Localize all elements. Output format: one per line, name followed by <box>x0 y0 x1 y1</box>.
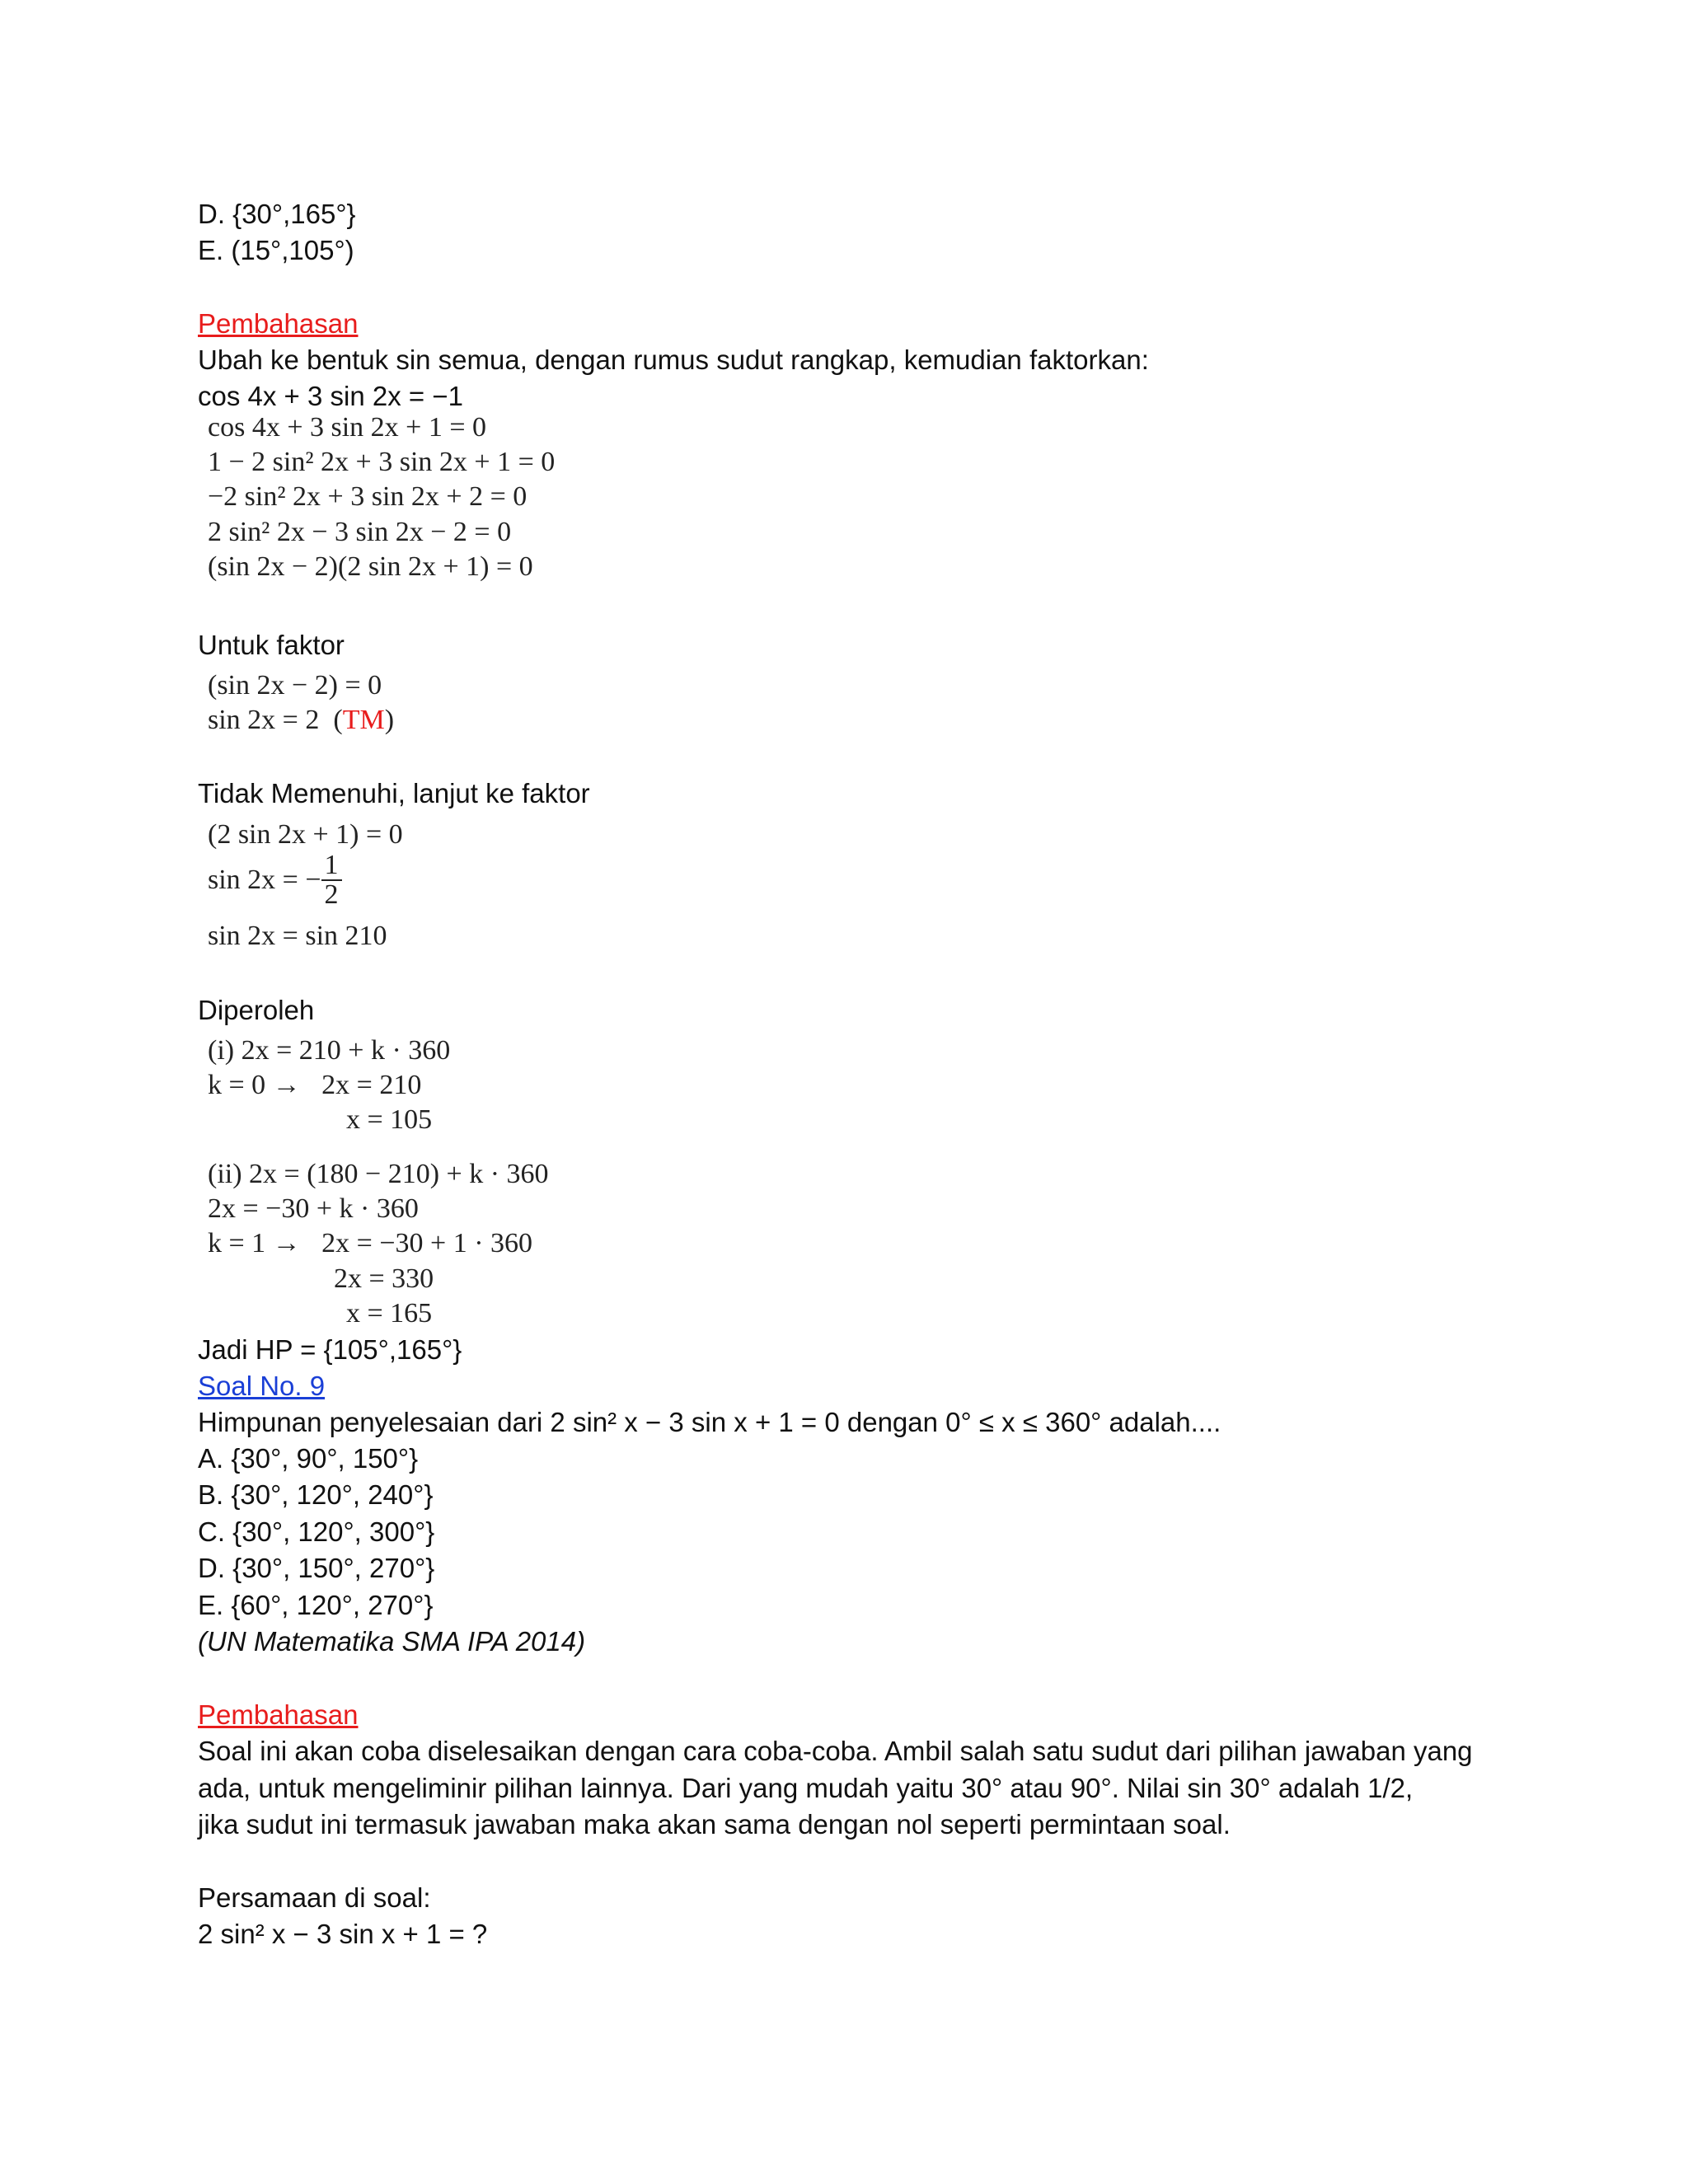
math-step-5: (sin 2x − 2)(2 sin 2x + 1) = 0 <box>208 551 533 582</box>
soal-9-option-c: C. {30°, 120°, 300°} <box>198 1516 435 1547</box>
case-ii-line1: (ii) 2x = (180 − 210) + k · 360 <box>208 1159 549 1189</box>
result-text: Jadi HP = {105°,165°} <box>198 1334 462 1365</box>
pembahasan-2-line-3: jika sudut ini termasuk jawaban maka akan sama dengan nol seperti permintaan soal. <box>198 1809 1231 1840</box>
fraction <box>321 851 342 909</box>
factor2-line3: sin 2x = sin 210 <box>208 921 387 951</box>
soal-9-option-e: E. {60°, 120°, 270°} <box>198 1590 434 1620</box>
case-ii-line2: 2x = −30 + k · 360 <box>208 1193 419 1224</box>
case-i-line2: k = 0 → 2x = 210 <box>208 1070 422 1100</box>
main-equation: cos 4x + 3 sin 2x = −1 <box>198 381 463 411</box>
soal-9-option-a: A. {30°, 90°, 150°} <box>198 1443 419 1474</box>
not-met-text: Tidak Memenuhi, lanjut ke faktor <box>198 778 590 808</box>
tm-close: ) <box>384 705 395 735</box>
case-ii-line5: x = 165 <box>346 1298 433 1329</box>
case-i-line1: (i) 2x = 210 + k · 360 <box>208 1035 451 1066</box>
factor2-lhs: sin 2x = − <box>208 865 321 895</box>
fraction-denominator: 2 <box>324 879 339 910</box>
math-step-1: cos 4x + 3 sin 2x + 1 = 0 <box>208 412 487 443</box>
soal-9-option-d: D. {30°, 150°, 270°} <box>198 1553 435 1583</box>
pembahasan-intro: Ubah ke bentuk sin semua, dengan rumus sudut rangkap, kemudian faktorkan: <box>198 344 1149 375</box>
math-step-2: 1 − 2 sin² 2x + 3 sin 2x + 1 = 0 <box>208 447 556 477</box>
case-i-line3: x = 105 <box>346 1104 433 1135</box>
fraction-numerator: 1 <box>321 851 342 881</box>
math-step-3: −2 sin² 2x + 3 sin 2x + 2 = 0 <box>208 481 528 512</box>
soal-9-question: Himpunan penyelesaian dari 2 sin² x − 3 sin x + 1 = 0 dengan 0° ≤ x ≤ 360° adalah.... <box>198 1407 1221 1437</box>
factor1-line1: (sin 2x − 2) = 0 <box>208 670 382 701</box>
factor1-line2 <box>208 703 394 738</box>
obtained-label: Diperoleh <box>198 995 315 1025</box>
tm-label: TM <box>342 705 385 735</box>
soal-9-link[interactable]: Soal No. 9 <box>198 1371 326 1401</box>
pembahasan-2-line-1: Soal ini akan coba diselesaikan dengan cara coba-coba. Ambil salah satu sudut dari pilihan jawaban yang <box>198 1736 1473 1766</box>
factor1-text: sin 2x = 2 ( <box>208 705 343 735</box>
factor2-line2 <box>208 851 342 909</box>
pembahasan-heading-1: Pembahasan <box>198 308 359 339</box>
equation-label: Persamaan di soal: <box>198 1882 431 1913</box>
factor-label: Untuk faktor <box>198 630 345 660</box>
case-ii-line3: k = 1 → 2x = −30 + 1 · 360 <box>208 1228 533 1258</box>
option-e-prev: E. (15°,105°) <box>198 235 354 265</box>
case-ii-line4: 2x = 330 <box>334 1263 434 1294</box>
pembahasan-2-line-2: ada, untuk mengeliminir pilihan lainnya. Dari yang mudah yaitu 30° atau 90°. Nilai sin 30° adalah 1/2, <box>198 1773 1414 1803</box>
final-equation: 2 sin² x − 3 sin x + 1 = ? <box>198 1919 488 1949</box>
pembahasan-heading-2: Pembahasan <box>198 1699 359 1730</box>
math-step-4: 2 sin² 2x − 3 sin 2x − 2 = 0 <box>208 517 512 547</box>
option-d-prev: D. {30°,165°} <box>198 199 356 229</box>
factor2-line1: (2 sin 2x + 1) = 0 <box>208 819 403 850</box>
soal-9-source: (UN Matematika SMA IPA 2014) <box>198 1626 586 1657</box>
soal-9-option-b: B. {30°, 120°, 240°} <box>198 1479 434 1510</box>
